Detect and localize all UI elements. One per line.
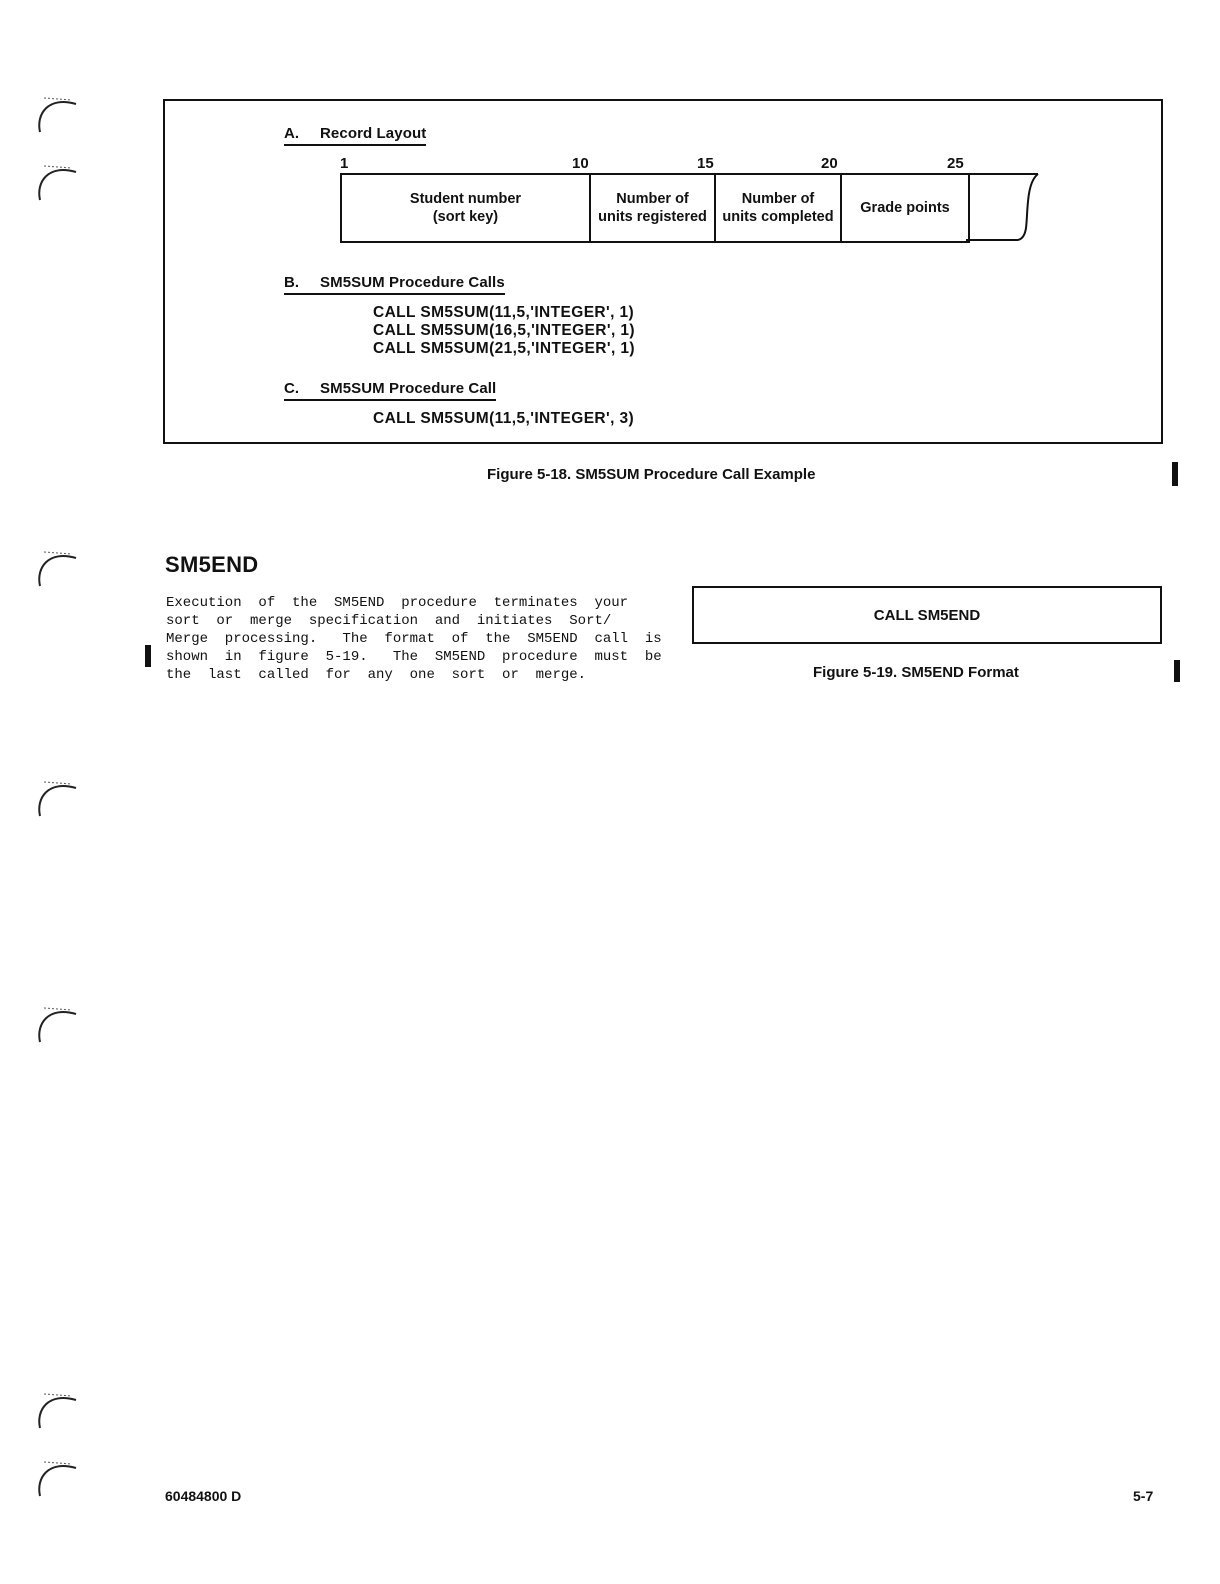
figure-5-19-caption: Figure 5-19. SM5END Format — [813, 664, 1019, 681]
section-b-letter: B. — [284, 274, 300, 291]
ruler-label: 10 — [572, 155, 589, 172]
binder-hole-icon — [34, 160, 80, 206]
field-units-completed: Number of units completed — [716, 175, 842, 241]
call-line: CALL SM5SUM(11,5,'INTEGER', 3) — [373, 410, 635, 427]
call-line: CALL SM5SUM(11,5,'INTEGER', 1) — [373, 304, 635, 321]
section-a-letter: A. — [284, 125, 300, 142]
binder-hole-icon — [34, 92, 80, 138]
call-line: CALL SM5SUM(16,5,'INTEGER', 1) — [373, 322, 635, 339]
change-bar — [1172, 462, 1178, 486]
section-a-heading — [284, 125, 426, 146]
sm5end-format-call: CALL SM5END — [873, 606, 981, 624]
body-line: Merge processing. The format of the SM5END call is — [166, 631, 662, 647]
section-title: SM5END — [165, 552, 259, 577]
field-units-registered: Number of units registered — [591, 175, 716, 241]
record-continuation-edge — [966, 173, 1042, 243]
binder-hole-icon — [34, 1456, 80, 1502]
change-bar — [1174, 660, 1180, 682]
section-b-title: SM5SUM Procedure Calls — [320, 274, 505, 291]
field-grade-points: Grade points — [842, 175, 970, 241]
section-a-title: Record Layout — [320, 125, 427, 142]
ruler-label: 25 — [947, 155, 964, 172]
record-layout-table — [340, 173, 970, 243]
section-c-title: SM5SUM Procedure Call — [320, 380, 497, 397]
section-c-letter: C. — [284, 380, 300, 397]
ruler-label: 15 — [697, 155, 714, 172]
change-bar — [145, 645, 151, 667]
section-c-heading — [284, 380, 496, 401]
call-line: CALL SM5SUM(21,5,'INTEGER', 1) — [373, 340, 635, 357]
document-number: 60484800 D — [165, 1488, 242, 1504]
binder-hole-icon — [34, 1388, 80, 1434]
figure-5-19-box — [692, 586, 1162, 644]
section-b-heading — [284, 274, 505, 295]
body-line: shown in figure 5-19. The SM5END procedure must be — [166, 649, 662, 665]
field-student-number: Student number (sort key) — [342, 175, 591, 241]
figure-5-18-caption: Figure 5-18. SM5SUM Procedure Call Example — [487, 466, 816, 483]
body-line: sort or merge specification and initiates Sort/ — [166, 613, 612, 629]
ruler-label: 1 — [340, 155, 349, 172]
body-line: the last called for any one sort or merge. — [166, 667, 587, 683]
page-number: 5-7 — [1133, 1488, 1154, 1504]
body-line: Execution of the SM5END procedure terminates your — [166, 595, 629, 611]
ruler-label: 20 — [821, 155, 838, 172]
binder-hole-icon — [34, 1002, 80, 1048]
binder-hole-icon — [34, 546, 80, 592]
binder-hole-icon — [34, 776, 80, 822]
